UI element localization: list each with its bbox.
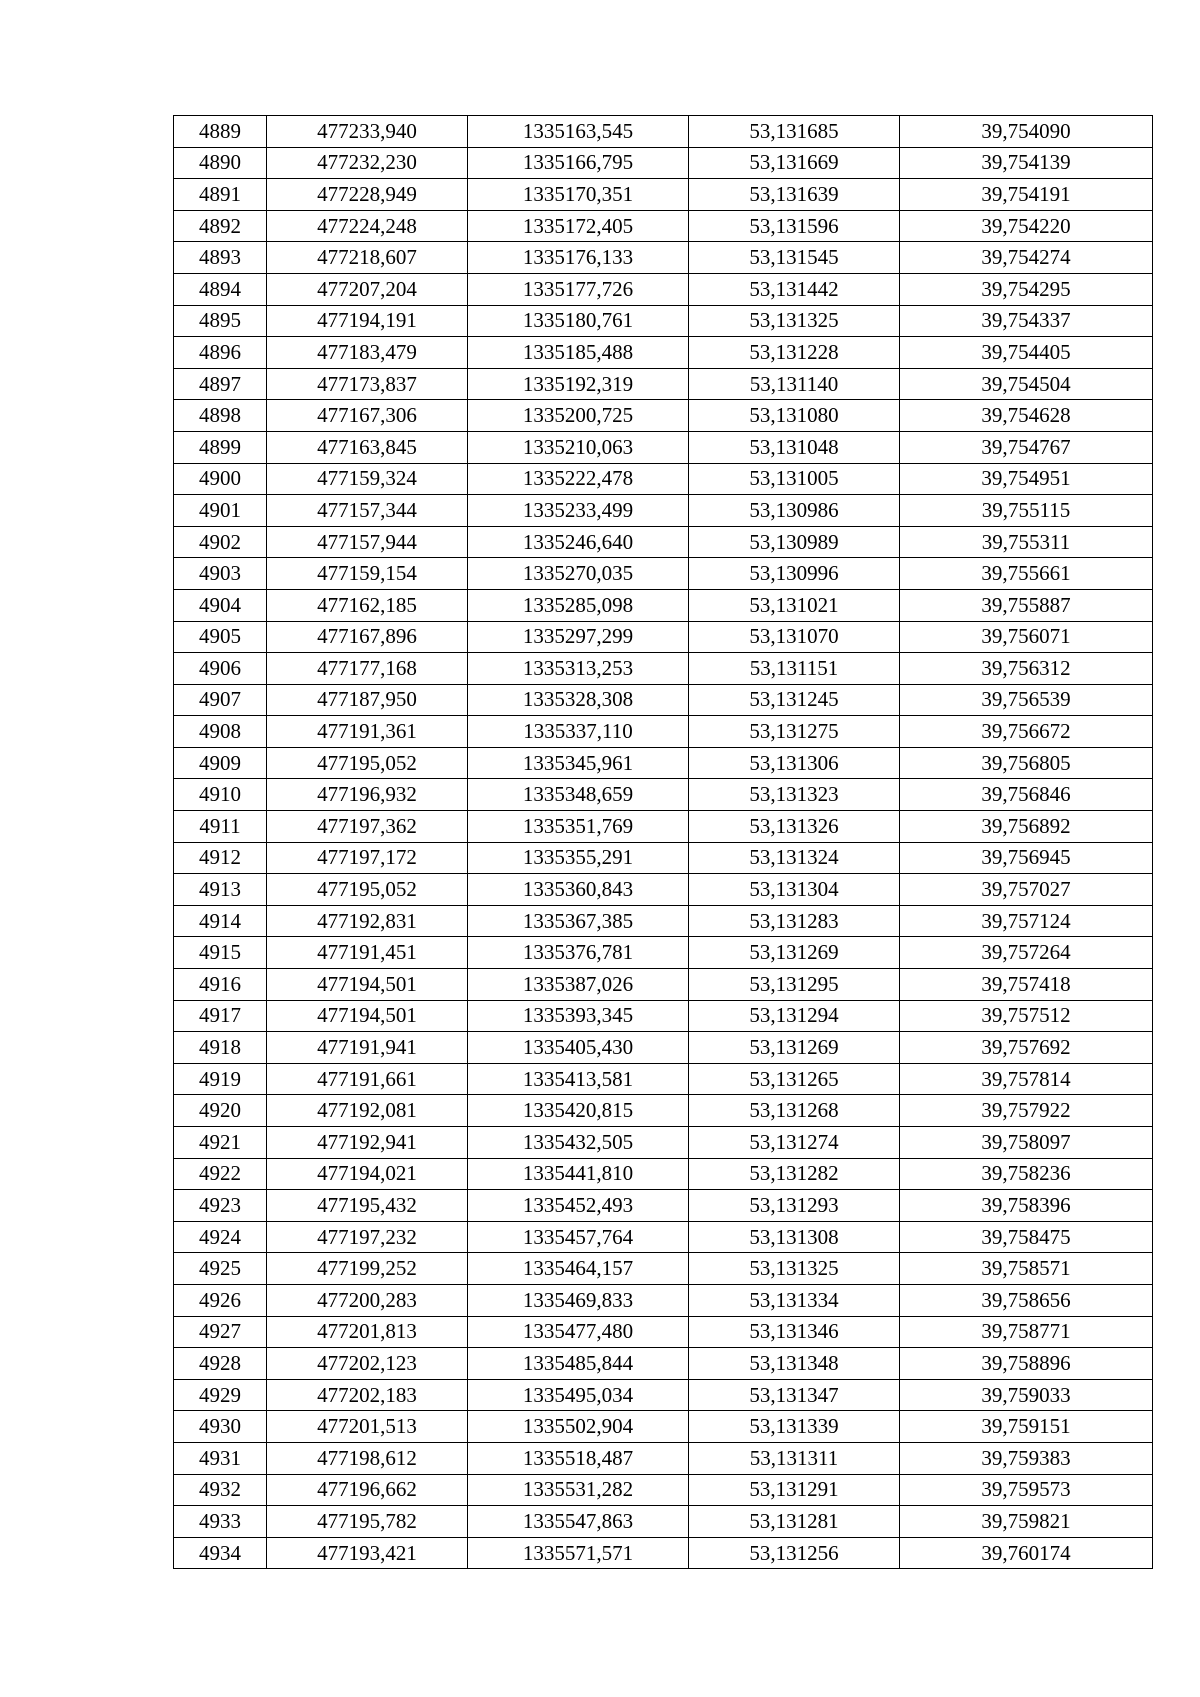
table-row [174,1221,1153,1253]
latitude-cell: 53,131269 [689,1032,900,1064]
y-coordinate-cell: 1335464,157 [468,1253,689,1285]
longitude-cell: 39,755311 [900,526,1153,558]
table-row [174,368,1153,400]
longitude-cell: 39,755115 [900,495,1153,527]
latitude-cell: 53,131245 [689,684,900,716]
table-row [174,1506,1153,1538]
latitude-cell: 53,131295 [689,969,900,1001]
x-coordinate-cell: 477187,950 [267,684,468,716]
point-number-cell: 4908 [174,716,267,748]
longitude-cell: 39,757264 [900,937,1153,969]
x-coordinate-cell: 477197,362 [267,811,468,843]
y-coordinate-cell: 1335166,795 [468,147,689,179]
latitude-cell: 53,131639 [689,179,900,211]
latitude-cell: 53,131339 [689,1411,900,1443]
longitude-cell: 39,756672 [900,716,1153,748]
point-number-cell: 4920 [174,1095,267,1127]
longitude-cell: 39,756945 [900,842,1153,874]
table-row [174,1063,1153,1095]
table-row [174,273,1153,305]
table-row [174,558,1153,590]
point-number-cell: 4904 [174,589,267,621]
y-coordinate-cell: 1335432,505 [468,1127,689,1159]
latitude-cell: 53,131268 [689,1095,900,1127]
point-number-cell: 4894 [174,273,267,305]
latitude-cell: 53,131334 [689,1284,900,1316]
y-coordinate-cell: 1335495,034 [468,1379,689,1411]
y-coordinate-cell: 1335345,961 [468,747,689,779]
latitude-cell: 53,131269 [689,937,900,969]
latitude-cell: 53,131256 [689,1537,900,1569]
point-number-cell: 4918 [174,1032,267,1064]
point-number-cell: 4926 [174,1284,267,1316]
x-coordinate-cell: 477194,501 [267,969,468,1001]
x-coordinate-cell: 477196,662 [267,1474,468,1506]
table-row [174,937,1153,969]
point-number-cell: 4933 [174,1506,267,1538]
latitude-cell: 53,131346 [689,1316,900,1348]
x-coordinate-cell: 477224,248 [267,210,468,242]
table-row [174,747,1153,779]
table-row [174,1411,1153,1443]
longitude-cell: 39,756539 [900,684,1153,716]
table-row [174,621,1153,653]
x-coordinate-cell: 477202,183 [267,1379,468,1411]
longitude-cell: 39,758896 [900,1348,1153,1380]
table-row [174,969,1153,1001]
latitude-cell: 53,131282 [689,1158,900,1190]
y-coordinate-cell: 1335547,863 [468,1506,689,1538]
latitude-cell: 53,131685 [689,116,900,148]
y-coordinate-cell: 1335185,488 [468,337,689,369]
latitude-cell: 53,131311 [689,1442,900,1474]
latitude-cell: 53,131324 [689,842,900,874]
y-coordinate-cell: 1335376,781 [468,937,689,969]
latitude-cell: 53,131283 [689,905,900,937]
latitude-cell: 53,131545 [689,242,900,274]
table-row [174,305,1153,337]
longitude-cell: 39,756892 [900,811,1153,843]
table-row [174,779,1153,811]
y-coordinate-cell: 1335233,499 [468,495,689,527]
longitude-cell: 39,754951 [900,463,1153,495]
x-coordinate-cell: 477183,479 [267,337,468,369]
longitude-cell: 39,757814 [900,1063,1153,1095]
y-coordinate-cell: 1335387,026 [468,969,689,1001]
coordinates-table-body [174,116,1153,1569]
latitude-cell: 53,131347 [689,1379,900,1411]
x-coordinate-cell: 477162,185 [267,589,468,621]
longitude-cell: 39,760174 [900,1537,1153,1569]
y-coordinate-cell: 1335177,726 [468,273,689,305]
longitude-cell: 39,758475 [900,1221,1153,1253]
y-coordinate-cell: 1335328,308 [468,684,689,716]
y-coordinate-cell: 1335351,769 [468,811,689,843]
latitude-cell: 53,131325 [689,1253,900,1285]
table-row [174,463,1153,495]
point-number-cell: 4911 [174,811,267,843]
longitude-cell: 39,754504 [900,368,1153,400]
longitude-cell: 39,759033 [900,1379,1153,1411]
x-coordinate-cell: 477197,232 [267,1221,468,1253]
latitude-cell: 53,131325 [689,305,900,337]
y-coordinate-cell: 1335477,480 [468,1316,689,1348]
point-number-cell: 4931 [174,1442,267,1474]
table-row [174,210,1153,242]
latitude-cell: 53,131070 [689,621,900,653]
x-coordinate-cell: 477167,306 [267,400,468,432]
longitude-cell: 39,758571 [900,1253,1153,1285]
table-row [174,1158,1153,1190]
y-coordinate-cell: 1335170,351 [468,179,689,211]
y-coordinate-cell: 1335457,764 [468,1221,689,1253]
table-row [174,716,1153,748]
x-coordinate-cell: 477157,944 [267,526,468,558]
longitude-cell: 39,758656 [900,1284,1153,1316]
latitude-cell: 53,131274 [689,1127,900,1159]
x-coordinate-cell: 477159,324 [267,463,468,495]
point-number-cell: 4932 [174,1474,267,1506]
table-row [174,179,1153,211]
longitude-cell: 39,754090 [900,116,1153,148]
point-number-cell: 4914 [174,905,267,937]
point-number-cell: 4919 [174,1063,267,1095]
latitude-cell: 53,131308 [689,1221,900,1253]
y-coordinate-cell: 1335313,253 [468,653,689,685]
x-coordinate-cell: 477195,782 [267,1506,468,1538]
table-row [174,905,1153,937]
x-coordinate-cell: 477192,831 [267,905,468,937]
latitude-cell: 53,131048 [689,431,900,463]
longitude-cell: 39,757922 [900,1095,1153,1127]
point-number-cell: 4896 [174,337,267,369]
table-row [174,1095,1153,1127]
point-number-cell: 4889 [174,116,267,148]
x-coordinate-cell: 477232,230 [267,147,468,179]
longitude-cell: 39,756312 [900,653,1153,685]
longitude-cell: 39,757512 [900,1000,1153,1032]
latitude-cell: 53,131294 [689,1000,900,1032]
longitude-cell: 39,758236 [900,1158,1153,1190]
point-number-cell: 4934 [174,1537,267,1569]
table-row [174,400,1153,432]
longitude-cell: 39,754139 [900,147,1153,179]
x-coordinate-cell: 477218,607 [267,242,468,274]
longitude-cell: 39,754337 [900,305,1153,337]
table-row [174,1379,1153,1411]
table-row [174,1032,1153,1064]
y-coordinate-cell: 1335210,063 [468,431,689,463]
point-number-cell: 4930 [174,1411,267,1443]
point-number-cell: 4902 [174,526,267,558]
latitude-cell: 53,131442 [689,273,900,305]
table-row [174,1284,1153,1316]
latitude-cell: 53,131306 [689,747,900,779]
point-number-cell: 4901 [174,495,267,527]
x-coordinate-cell: 477177,168 [267,653,468,685]
point-number-cell: 4907 [174,684,267,716]
latitude-cell: 53,131291 [689,1474,900,1506]
longitude-cell: 39,757027 [900,874,1153,906]
longitude-cell: 39,754274 [900,242,1153,274]
point-number-cell: 4909 [174,747,267,779]
longitude-cell: 39,755661 [900,558,1153,590]
latitude-cell: 53,131140 [689,368,900,400]
latitude-cell: 53,131669 [689,147,900,179]
y-coordinate-cell: 1335348,659 [468,779,689,811]
longitude-cell: 39,754405 [900,337,1153,369]
point-number-cell: 4927 [174,1316,267,1348]
point-number-cell: 4890 [174,147,267,179]
x-coordinate-cell: 477197,172 [267,842,468,874]
longitude-cell: 39,756071 [900,621,1153,653]
longitude-cell: 39,757692 [900,1032,1153,1064]
latitude-cell: 53,131348 [689,1348,900,1380]
y-coordinate-cell: 1335163,545 [468,116,689,148]
x-coordinate-cell: 477194,021 [267,1158,468,1190]
longitude-cell: 39,754220 [900,210,1153,242]
y-coordinate-cell: 1335571,571 [468,1537,689,1569]
point-number-cell: 4912 [174,842,267,874]
point-number-cell: 4897 [174,368,267,400]
point-number-cell: 4921 [174,1127,267,1159]
longitude-cell: 39,759151 [900,1411,1153,1443]
y-coordinate-cell: 1335200,725 [468,400,689,432]
y-coordinate-cell: 1335441,810 [468,1158,689,1190]
y-coordinate-cell: 1335270,035 [468,558,689,590]
y-coordinate-cell: 1335531,282 [468,1474,689,1506]
x-coordinate-cell: 477167,896 [267,621,468,653]
y-coordinate-cell: 1335297,299 [468,621,689,653]
y-coordinate-cell: 1335469,833 [468,1284,689,1316]
x-coordinate-cell: 477199,252 [267,1253,468,1285]
y-coordinate-cell: 1335222,478 [468,463,689,495]
y-coordinate-cell: 1335413,581 [468,1063,689,1095]
x-coordinate-cell: 477159,154 [267,558,468,590]
table-row [174,526,1153,558]
y-coordinate-cell: 1335355,291 [468,842,689,874]
x-coordinate-cell: 477201,513 [267,1411,468,1443]
table-row [174,589,1153,621]
longitude-cell: 39,754295 [900,273,1153,305]
latitude-cell: 53,131323 [689,779,900,811]
x-coordinate-cell: 477195,432 [267,1190,468,1222]
point-number-cell: 4917 [174,1000,267,1032]
x-coordinate-cell: 477195,052 [267,874,468,906]
latitude-cell: 53,131228 [689,337,900,369]
point-number-cell: 4915 [174,937,267,969]
latitude-cell: 53,131021 [689,589,900,621]
y-coordinate-cell: 1335337,110 [468,716,689,748]
x-coordinate-cell: 477191,361 [267,716,468,748]
latitude-cell: 53,131326 [689,811,900,843]
latitude-cell: 53,131304 [689,874,900,906]
latitude-cell: 53,131265 [689,1063,900,1095]
x-coordinate-cell: 477163,845 [267,431,468,463]
latitude-cell: 53,130996 [689,558,900,590]
x-coordinate-cell: 477201,813 [267,1316,468,1348]
table-row [174,811,1153,843]
x-coordinate-cell: 477173,837 [267,368,468,400]
x-coordinate-cell: 477191,451 [267,937,468,969]
point-number-cell: 4903 [174,558,267,590]
y-coordinate-cell: 1335360,843 [468,874,689,906]
y-coordinate-cell: 1335192,319 [468,368,689,400]
latitude-cell: 53,131080 [689,400,900,432]
longitude-cell: 39,759573 [900,1474,1153,1506]
longitude-cell: 39,756846 [900,779,1153,811]
point-number-cell: 4910 [174,779,267,811]
table-row [174,1537,1153,1569]
y-coordinate-cell: 1335285,098 [468,589,689,621]
coordinates-table [173,115,1153,1569]
point-number-cell: 4924 [174,1221,267,1253]
table-row [174,1127,1153,1159]
y-coordinate-cell: 1335452,493 [468,1190,689,1222]
latitude-cell: 53,131275 [689,716,900,748]
y-coordinate-cell: 1335485,844 [468,1348,689,1380]
latitude-cell: 53,131151 [689,653,900,685]
table-row [174,1348,1153,1380]
point-number-cell: 4916 [174,969,267,1001]
y-coordinate-cell: 1335518,487 [468,1442,689,1474]
point-number-cell: 4906 [174,653,267,685]
table-row [174,1000,1153,1032]
x-coordinate-cell: 477193,421 [267,1537,468,1569]
x-coordinate-cell: 477195,052 [267,747,468,779]
longitude-cell: 39,757418 [900,969,1153,1001]
longitude-cell: 39,757124 [900,905,1153,937]
longitude-cell: 39,755887 [900,589,1153,621]
longitude-cell: 39,759383 [900,1442,1153,1474]
longitude-cell: 39,754191 [900,179,1153,211]
point-number-cell: 4899 [174,431,267,463]
point-number-cell: 4913 [174,874,267,906]
latitude-cell: 53,130986 [689,495,900,527]
y-coordinate-cell: 1335180,761 [468,305,689,337]
x-coordinate-cell: 477207,204 [267,273,468,305]
latitude-cell: 53,131005 [689,463,900,495]
table-row [174,653,1153,685]
longitude-cell: 39,754628 [900,400,1153,432]
point-number-cell: 4923 [174,1190,267,1222]
y-coordinate-cell: 1335176,133 [468,242,689,274]
table-row [174,1253,1153,1285]
table-row [174,337,1153,369]
x-coordinate-cell: 477192,081 [267,1095,468,1127]
point-number-cell: 4895 [174,305,267,337]
point-number-cell: 4892 [174,210,267,242]
x-coordinate-cell: 477202,123 [267,1348,468,1380]
x-coordinate-cell: 477157,344 [267,495,468,527]
x-coordinate-cell: 477192,941 [267,1127,468,1159]
longitude-cell: 39,758097 [900,1127,1153,1159]
y-coordinate-cell: 1335420,815 [468,1095,689,1127]
y-coordinate-cell: 1335246,640 [468,526,689,558]
latitude-cell: 53,130989 [689,526,900,558]
longitude-cell: 39,754767 [900,431,1153,463]
x-coordinate-cell: 477194,501 [267,1000,468,1032]
x-coordinate-cell: 477233,940 [267,116,468,148]
y-coordinate-cell: 1335502,904 [468,1411,689,1443]
table-row [174,431,1153,463]
table-row [174,242,1153,274]
table-row [174,874,1153,906]
x-coordinate-cell: 477228,949 [267,179,468,211]
table-row [174,1474,1153,1506]
point-number-cell: 4925 [174,1253,267,1285]
x-coordinate-cell: 477200,283 [267,1284,468,1316]
x-coordinate-cell: 477196,932 [267,779,468,811]
y-coordinate-cell: 1335367,385 [468,905,689,937]
y-coordinate-cell: 1335393,345 [468,1000,689,1032]
latitude-cell: 53,131293 [689,1190,900,1222]
point-number-cell: 4929 [174,1379,267,1411]
point-number-cell: 4922 [174,1158,267,1190]
table-row [174,842,1153,874]
longitude-cell: 39,756805 [900,747,1153,779]
longitude-cell: 39,758396 [900,1190,1153,1222]
x-coordinate-cell: 477191,941 [267,1032,468,1064]
table-row [174,495,1153,527]
table-row [174,116,1153,148]
latitude-cell: 53,131281 [689,1506,900,1538]
point-number-cell: 4928 [174,1348,267,1380]
point-number-cell: 4900 [174,463,267,495]
point-number-cell: 4898 [174,400,267,432]
point-number-cell: 4893 [174,242,267,274]
x-coordinate-cell: 477194,191 [267,305,468,337]
y-coordinate-cell: 1335172,405 [468,210,689,242]
table-row [174,1316,1153,1348]
y-coordinate-cell: 1335405,430 [468,1032,689,1064]
x-coordinate-cell: 477198,612 [267,1442,468,1474]
longitude-cell: 39,759821 [900,1506,1153,1538]
point-number-cell: 4905 [174,621,267,653]
table-row [174,684,1153,716]
table-row [174,1442,1153,1474]
latitude-cell: 53,131596 [689,210,900,242]
point-number-cell: 4891 [174,179,267,211]
table-row [174,147,1153,179]
x-coordinate-cell: 477191,661 [267,1063,468,1095]
longitude-cell: 39,758771 [900,1316,1153,1348]
table-row [174,1190,1153,1222]
